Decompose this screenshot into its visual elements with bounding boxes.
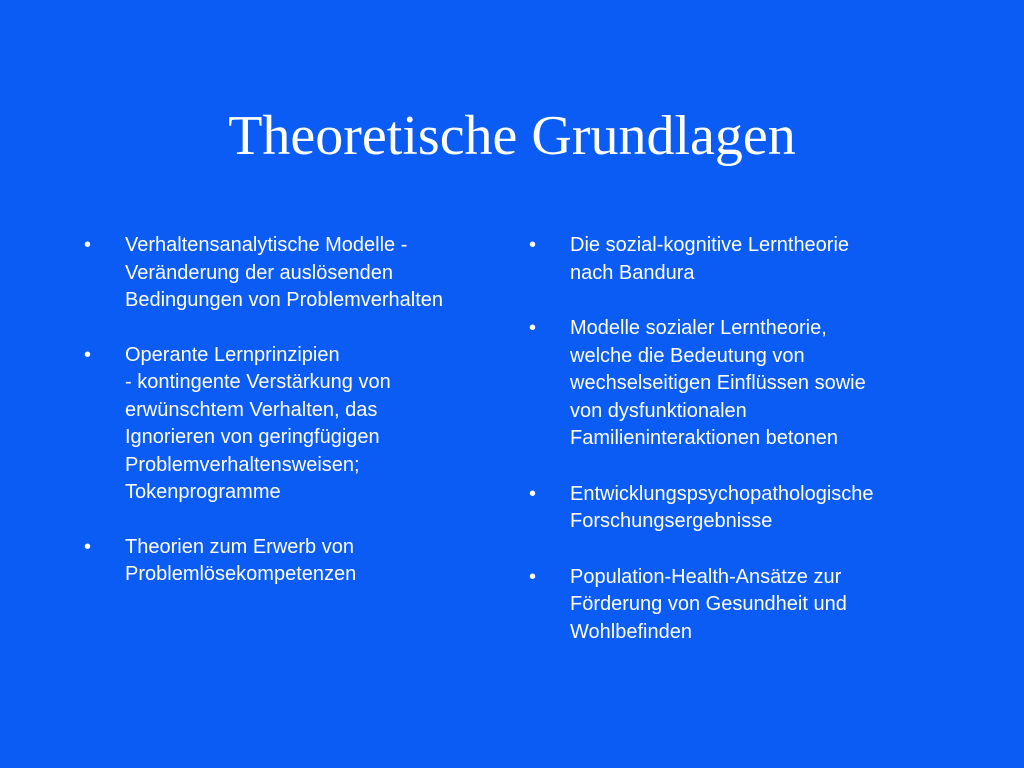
bullet-text: Entwicklungspsychopathologische Forschungsergebnisse — [570, 482, 874, 532]
bullet-item — [84, 342, 494, 507]
bullet-text: Population-Health-Ansätze zur Förderung von Gesundheit und Wohlbefinden — [570, 565, 847, 643]
bullet-icon: • — [529, 482, 537, 505]
left-bullet-list — [84, 232, 494, 616]
bullet-item — [84, 534, 494, 589]
bullet-item — [529, 481, 949, 536]
bullet-text: Modelle sozialer Lerntheorie, welche die Bedeutung von wechselseitigen Einflüssen sowie von dysfunktionalen Familieninteraktionen betonen — [570, 317, 866, 449]
bullet-icon: • — [84, 234, 92, 256]
bullet-icon: • — [529, 234, 537, 256]
bullet-icon: • — [529, 317, 537, 339]
bullet-text: Die sozial-kognitive Lerntheorie nach Bandura — [570, 234, 850, 284]
bullet-item — [84, 232, 494, 315]
bullet-text: Verhaltensanalytische Modelle - Veränderung der auslösenden Bedingungen von Problemverhalten — [125, 234, 443, 311]
bullet-icon: • — [84, 343, 92, 366]
bullet-text: Operante Lernprinzipien - kontingente Verstärkung von erwünschtem Verhalten, das Ignorieren von geringfügigen Problemverhaltensweisen; Tokenprogramme — [125, 343, 391, 503]
slide-title: Theoretische Grundlagen — [228, 105, 796, 167]
bullet-icon: • — [529, 565, 537, 588]
bullet-icon: • — [84, 535, 92, 558]
bullet-text: Theorien zum Erwerb von Problemlösekompetenzen — [125, 535, 357, 585]
right-bullet-list — [529, 232, 949, 674]
bullet-item — [529, 315, 949, 453]
bullet-item — [529, 564, 949, 647]
bullet-item — [529, 232, 949, 287]
